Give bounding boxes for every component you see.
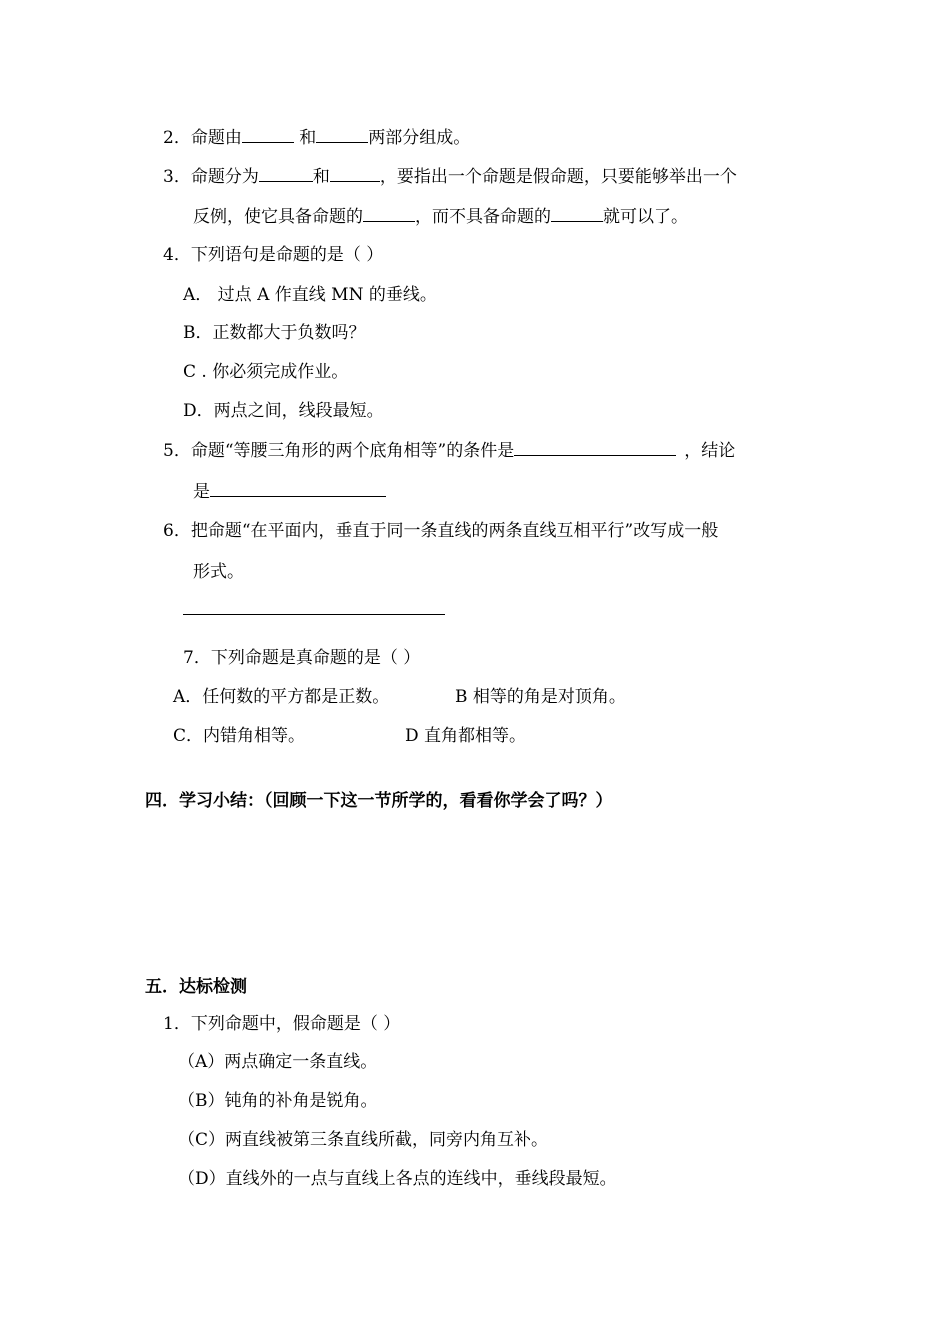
answer-blank[interactable] xyxy=(514,439,676,456)
question-text: 反例，使它具备命题的 xyxy=(193,207,363,227)
question-4 xyxy=(163,244,383,266)
question-text: 是 xyxy=(193,482,210,502)
question-7: 7．下列命题是真命题的是（ ） xyxy=(183,648,421,668)
option-d: （D）直线外的一点与直线上各点的连线中，垂线段最短。 xyxy=(178,1169,617,1189)
answer-blank[interactable] xyxy=(242,126,294,143)
answer-line[interactable] xyxy=(183,614,445,615)
question-2 xyxy=(163,126,470,149)
question-text: 两部分组成。 xyxy=(368,128,471,148)
answer-blank[interactable] xyxy=(551,205,603,222)
option-c: C．内错角相等。 xyxy=(173,726,306,746)
option-b: （B）钝角的补角是锐角。 xyxy=(178,1091,378,1111)
question-text: 下列语句是命题的是（ ） xyxy=(190,245,384,265)
option-a: A． 过点 A 作直线 MN 的垂线。 xyxy=(183,285,437,305)
question-text: 命题由 xyxy=(190,128,242,148)
option-b: B．正数都大于负数吗？ xyxy=(183,323,366,343)
option-c: （C）两直线被第三条直线所截，同旁内角互补。 xyxy=(178,1130,549,1150)
question-number: 6． xyxy=(163,521,191,541)
question-number: 4． xyxy=(163,245,191,265)
question-text: 下列命题中，假命题是（ ） xyxy=(190,1014,401,1034)
question-text: ，而不具备命题的 xyxy=(415,207,551,227)
question-number: 5． xyxy=(163,441,191,461)
question-3 xyxy=(163,165,737,188)
option-c: C . 你必须完成作业。 xyxy=(183,362,349,382)
question-text: 命题“等腰三角形的两个底角相等”的条件是 xyxy=(190,441,515,461)
option-b: B 相等的角是对顶角。 xyxy=(455,687,626,707)
question-text: 和 xyxy=(312,167,330,187)
question-text: 就可以了。 xyxy=(603,207,688,227)
question-6-line-2: 形式。 xyxy=(193,562,244,582)
section-5-heading: 五．达标检测 xyxy=(145,977,247,997)
question-6 xyxy=(163,520,718,542)
answer-blank[interactable] xyxy=(259,165,313,182)
question-number: 3． xyxy=(163,167,191,187)
question-number: 2． xyxy=(163,128,191,148)
test-question-1 xyxy=(163,1013,400,1035)
question-3-line-2 xyxy=(193,205,688,228)
option-a: A．任何数的平方都是正数。 xyxy=(173,687,390,707)
question-text: 命题分为 xyxy=(190,167,259,187)
answer-blank[interactable] xyxy=(316,126,368,143)
question-number: 1． xyxy=(163,1014,191,1034)
option-d: D 直角都相等。 xyxy=(405,726,527,746)
section-4-heading: 四．学习小结：（回顾一下这一节所学的，看看你学会了吗？） xyxy=(145,791,613,811)
answer-blank[interactable] xyxy=(363,205,415,222)
option-a: （A）两点确定一条直线。 xyxy=(178,1052,378,1072)
answer-blank[interactable] xyxy=(210,480,386,497)
question-text: 和 xyxy=(293,128,317,148)
question-5 xyxy=(163,439,735,462)
question-text: ，结论 xyxy=(684,441,736,461)
question-5-line-2 xyxy=(193,480,386,503)
question-text: 把命题“在平面内，垂直于同一条直线的两条直线互相平行”改写成一般 xyxy=(190,521,719,541)
option-d: D．两点之间，线段最短。 xyxy=(183,401,384,421)
question-text: ，要指出一个命题是假命题，只要能够举出一个 xyxy=(379,167,737,187)
answer-blank[interactable] xyxy=(330,165,380,182)
